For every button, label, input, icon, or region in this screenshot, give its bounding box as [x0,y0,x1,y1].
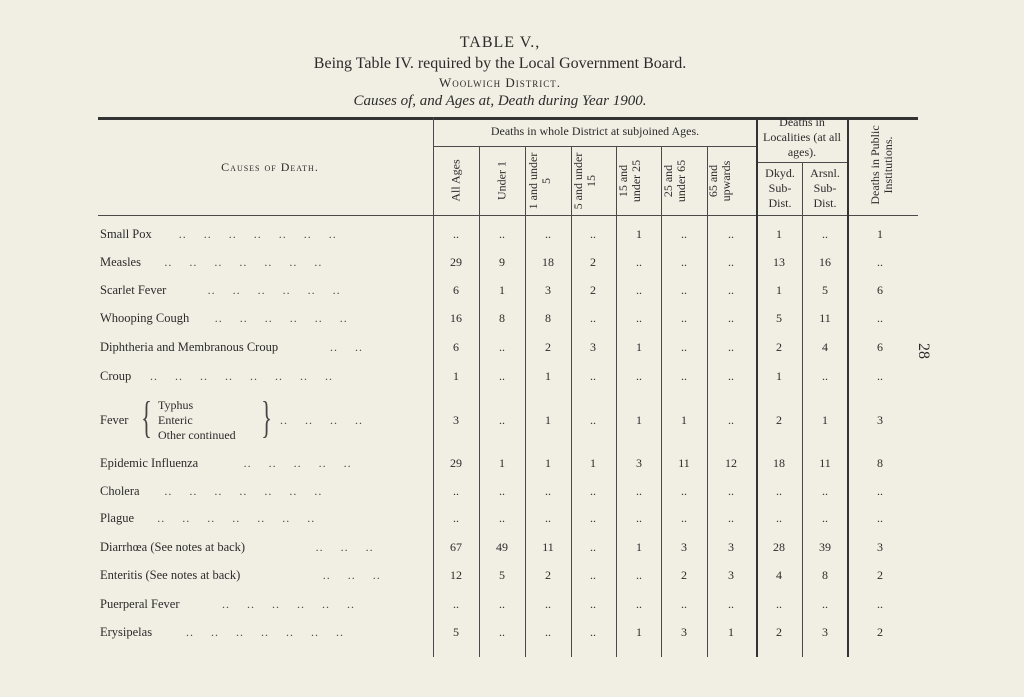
table-cell: .. [636,255,642,269]
table-cell: .. [453,511,459,525]
table-cell: 29 [450,255,462,269]
table-cell: 2 [590,255,596,269]
row-label: Scarlet Fever [100,283,167,297]
table-cell: .. [545,511,551,525]
table-cell: 6 [877,283,883,297]
col-rule-4 [616,146,617,657]
table-cell: 67 [450,540,462,554]
table-cell: .. [776,511,782,525]
table-cell: .. [877,255,883,269]
table-cell: 1 [636,540,642,554]
table-cell: .. [499,511,505,525]
header-dkyd: Dkyd. Sub-Dist. [765,166,795,210]
table-cell: 18 [542,255,554,269]
row-label: Diarrhœa (See notes at back) [100,540,246,554]
table-cell: 1 [822,413,828,427]
table-cell: .. [636,369,642,383]
table-cell: .. [545,625,551,639]
fever-left-brace: { [141,393,152,442]
table-cell: 3 [590,340,596,354]
table-cell: 1 [590,456,596,470]
table-cell: 11 [819,311,831,325]
table-cell: .. [681,283,687,297]
table-cell: 16 [819,255,831,269]
table-cell: .. [453,597,459,611]
table-cell: .. [590,311,596,325]
table-cell: 1 [636,625,642,639]
table-cell: 3 [877,540,883,554]
row-label: Enteritis (See notes at back) [100,568,241,582]
leader-dots: .. .. .. .. .. [243,456,352,470]
table-cell: .. [681,511,687,525]
table-cell: .. [728,255,734,269]
table-cell: 3 [453,413,459,427]
table-cell: 5 [776,311,782,325]
table-cell: 1 [776,227,782,241]
col-rule-3 [571,146,572,657]
row-label: Puerperal Fever [100,597,180,611]
leader-dots: .. .. .. .. .. .. .. [178,227,337,241]
table-cell: .. [776,484,782,498]
table-cell: 3 [681,540,687,554]
fever-sub-enteric: Enteric [158,413,193,427]
table-cell: 8 [545,311,551,325]
table-cell: .. [499,340,505,354]
table-cell: .. [822,227,828,241]
table-cell: 8 [877,456,883,470]
table-cell: .. [636,568,642,582]
table-cell: 1 [545,369,551,383]
table-cell: .. [636,484,642,498]
table-cell: .. [499,369,505,383]
leader-dots: .. .. .. .. .. .. [207,283,341,297]
table-cell: 1 [877,227,883,241]
leader-dots: .. .. .. .. [280,413,363,427]
table-cell: 1 [776,369,782,383]
table-cell: .. [728,283,734,297]
table-cell: 1 [499,456,505,470]
table-cell: .. [877,484,883,498]
table-cell: 28 [773,540,785,554]
table-cell: .. [822,369,828,383]
header-65-upwards: 65 and upwards [706,160,733,202]
header-localities-group: Deaths in Localities (at all ages). [763,115,841,159]
table-cell: .. [499,227,505,241]
table-cell: .. [728,413,734,427]
table-cell: .. [545,597,551,611]
table-cell: .. [822,597,828,611]
header-public-institutions: Deaths in Public Institutions. [868,125,895,205]
table-cell: .. [681,597,687,611]
page-number: 28 [915,343,932,359]
table-cell: 18 [773,456,785,470]
table-cell: 11 [819,456,831,470]
table-cell: 13 [773,255,785,269]
col-rule-5 [661,146,662,657]
table-cell: 8 [499,311,505,325]
row-label: Fever [100,413,129,427]
table-cell: 9 [499,255,505,269]
table-cell: 1 [636,227,642,241]
header-15-under-25: 15 and under 25 [616,159,643,203]
table-cell: .. [822,484,828,498]
table-cell: .. [681,227,687,241]
table-cell: .. [545,484,551,498]
table-cell: 49 [496,540,508,554]
table-cell: 29 [450,456,462,470]
table-cell: .. [636,311,642,325]
table-cell: 3 [877,413,883,427]
table-cell: 2 [877,625,883,639]
leader-dots: .. .. .. [322,568,381,582]
leader-dots: .. .. .. .. .. .. [214,311,348,325]
col-rule-causes [433,117,434,657]
table-cell: 1 [636,413,642,427]
table-cell: 2 [545,340,551,354]
table-cell: .. [590,484,596,498]
table-cell: .. [728,311,734,325]
table-cell: 11 [678,456,690,470]
leader-dots: .. .. .. .. .. .. .. [157,511,316,525]
table-cell: 4 [822,340,828,354]
table-cell: .. [877,511,883,525]
table-cell: .. [499,625,505,639]
table-cell: .. [681,484,687,498]
fever-sub-typhus: Typhus [158,398,194,412]
table-cell: .. [877,369,883,383]
table-cell: .. [877,597,883,611]
table-cell: .. [681,369,687,383]
table-cell: 12 [725,456,737,470]
table-cell: 3 [728,568,734,582]
table-cell: 5 [453,625,459,639]
table-cell: 1 [545,456,551,470]
table-cell: 2 [545,568,551,582]
table-cell: .. [545,227,551,241]
row-label: Erysipelas [100,625,153,639]
table-cell: 2 [590,283,596,297]
table-cell: 3 [636,456,642,470]
table-cell: 2 [776,413,782,427]
row-label: Croup [100,369,132,383]
header-1-under-5: 1 and under 5 [526,152,553,210]
header-ages-group: Deaths in whole District at subjoined Ages. [490,124,700,138]
table-cell: .. [499,597,505,611]
leader-dots: .. .. .. .. .. .. .. [164,484,323,498]
table-cell: 16 [450,311,462,325]
table-cell: .. [590,227,596,241]
table-cell: 5 [822,283,828,297]
fever-sub-other: Other continued [158,428,236,442]
header-5-under-15: 5 and under 15 [571,152,598,210]
table-cell: 2 [776,340,782,354]
table-cell: 1 [776,283,782,297]
leader-dots: .. .. .. .. .. .. [222,597,355,611]
table-cell: .. [636,283,642,297]
table-cell: .. [681,311,687,325]
table-cell: .. [499,413,505,427]
district-name: Woolwich District. [439,75,561,90]
table-cell: 2 [681,568,687,582]
col-rule-1 [479,146,480,657]
col-rule-loc [802,162,803,657]
table-subtitle: Being Table IV. required by the Local Government Board. [313,55,687,72]
col-rule-2 [525,146,526,657]
table-cell: 5 [499,568,505,582]
row-label: Plague [100,511,135,525]
table-cell: .. [590,511,596,525]
table-cell: 3 [728,540,734,554]
table-cell: 3 [545,283,551,297]
table-cell: .. [728,484,734,498]
header-arsnl: Arsnl. Sub-Dist. [810,166,840,210]
table-cell: .. [590,413,596,427]
table-cell: .. [453,227,459,241]
leader-dots: .. .. .. .. .. .. .. [186,625,344,639]
row-label: Whooping Cough [100,311,190,325]
table-cell: 6 [453,340,459,354]
header-all-ages: All Ages [448,159,463,202]
table-cell: .. [590,568,596,582]
table-cell: 6 [453,283,459,297]
row-label: Small Pox [100,227,152,241]
table-cell: 1 [499,283,505,297]
col-rule-ages-end [756,117,758,657]
table-cell: .. [728,511,734,525]
table-cell: .. [822,511,828,525]
table-cell: 11 [542,540,554,554]
table-cell: .. [877,311,883,325]
leader-dots: .. .. [330,340,363,354]
table-cell: .. [728,369,734,383]
table-cell: 2 [877,568,883,582]
table-cell: .. [728,597,734,611]
table-cell: .. [681,340,687,354]
table-cell: 1 [545,413,551,427]
table-cell: .. [453,484,459,498]
table-caption: Causes of, and Ages at, Death during Year 1900. [353,93,647,109]
table-cell: 1 [681,413,687,427]
leader-dots: .. .. .. .. .. .. .. .. [150,369,333,383]
row-label: Diphtheria and Membranous Croup [100,340,279,354]
row-label: Cholera [100,484,140,498]
table-cell: 4 [776,568,782,582]
table-cell: 6 [877,340,883,354]
table-cell: 1 [636,340,642,354]
table-cell: .. [681,255,687,269]
table-cell: 3 [822,625,828,639]
leader-dots: .. .. .. [315,540,374,554]
table-cell: .. [590,625,596,639]
table-number: TABLE V., [459,34,541,51]
table-cell: 1 [728,625,734,639]
table-cell: 3 [681,625,687,639]
table-cell: .. [728,227,734,241]
table-cell: 12 [450,568,462,582]
table-cell: .. [499,484,505,498]
header-25-under-65: 25 and under 65 [661,159,688,203]
table-cell: .. [636,511,642,525]
table-cell: .. [636,597,642,611]
row-label: Measles [100,255,141,269]
table-cell: .. [590,540,596,554]
table-cell: 8 [822,568,828,582]
table-cell: 2 [776,625,782,639]
col-rule-loc-end [847,117,849,657]
table-cell: .. [590,369,596,383]
header-under-1: Under 1 [494,161,509,200]
table-cell: 39 [819,540,831,554]
col-rule-6 [707,146,708,657]
table-cell: .. [590,597,596,611]
table-cell: .. [776,597,782,611]
fever-right-brace: } [261,393,272,442]
header-causes: Causes of Death. [221,160,319,174]
row-label: Epidemic Influenza [100,456,199,470]
table-cell: 1 [453,369,459,383]
table-cell: .. [728,340,734,354]
leader-dots: .. .. .. .. .. .. .. [164,255,323,269]
